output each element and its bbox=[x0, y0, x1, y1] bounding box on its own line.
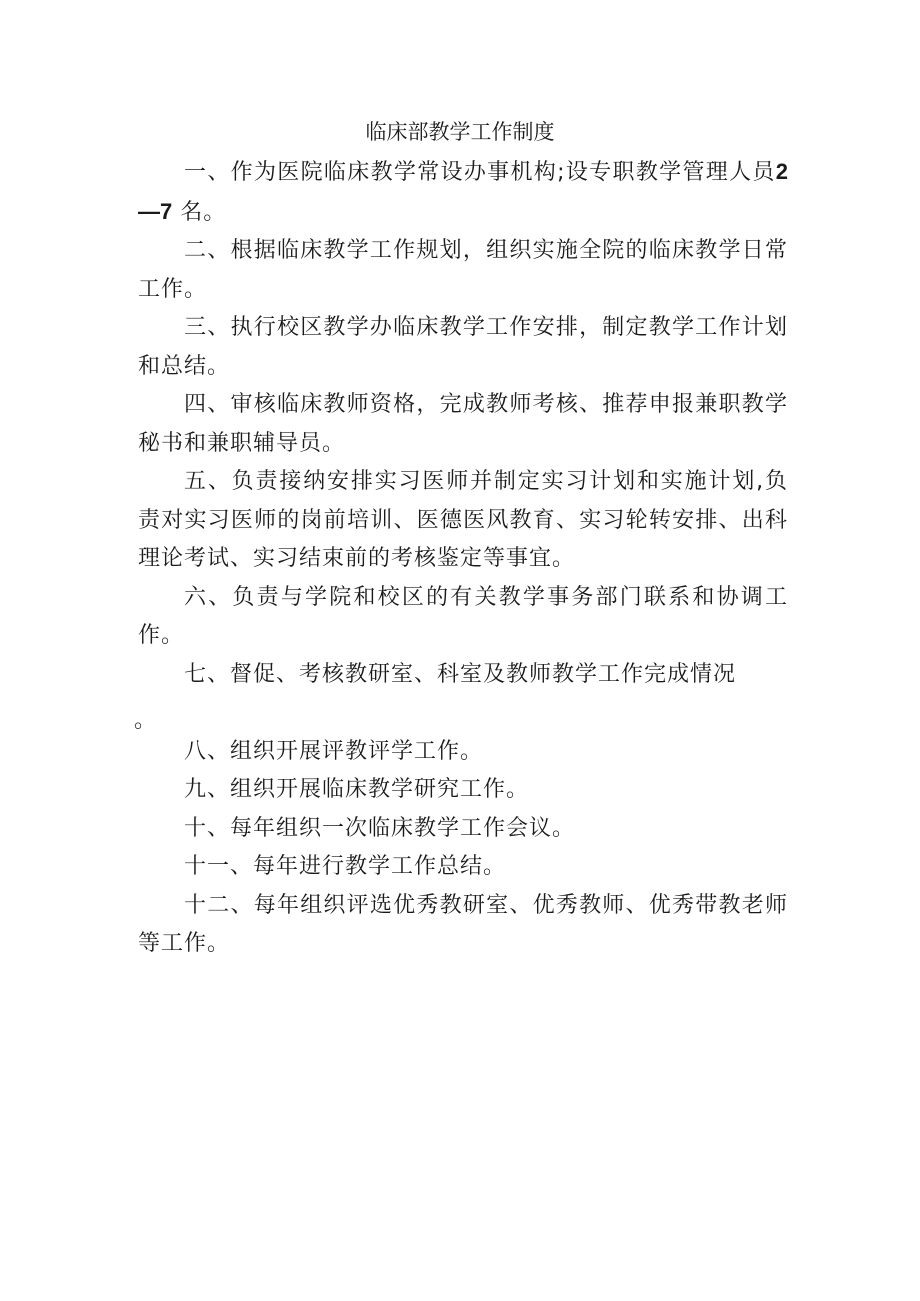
paragraph-item-5: 五、负责接纳安排实习医师并制定实习计划和实施计划,负责对实习医师的岗前培训、医德医风教育、实习轮转安排、出科理论考试、实习结束前的考核鉴定等事宜。 bbox=[138, 469, 788, 571]
paragraph-item-10: 十、每年组织一次临床教学工作会议。 bbox=[184, 815, 576, 841]
paragraph-item-3: 三、执行校区教学办临床教学工作安排，制定教学工作计划和总结。 bbox=[138, 315, 788, 379]
paragraph-item-12: 十二、每年组织评选优秀教研室、优秀教师、优秀带教老师等工作。 bbox=[138, 892, 788, 956]
paragraph-item-6: 六、负责与学院和校区的有关教学事务部门联系和协调工作。 bbox=[138, 584, 788, 648]
paragraph-item-1 bbox=[138, 153, 788, 232]
paragraph-item-7: 七、督促、考核教研室、科室及教师教学工作完成情况 bbox=[184, 661, 737, 687]
document-body bbox=[134, 153, 788, 964]
paragraph-item-9: 九、组织开展临床教学研究工作。 bbox=[184, 777, 530, 802]
paragraph-item-2: 二、根据临床教学工作规划，组织实施全院的临床教学日常工作。 bbox=[138, 238, 788, 302]
item-1-text: 一、作为医院临床教学常设办事机构;设专职教学管理人员 bbox=[184, 160, 776, 185]
page-title: 临床部教学工作制度 bbox=[365, 120, 555, 144]
paragraph-item-7-end bbox=[134, 694, 788, 733]
stray-period: 。 bbox=[134, 708, 158, 733]
item-1-suffix: 名。 bbox=[172, 199, 227, 225]
paragraph-item-11: 十一、每年进行教学工作总结。 bbox=[184, 854, 507, 879]
item-1-number: 2—7 bbox=[138, 159, 788, 224]
paragraph-item-4: 四、审核临床教师资格，完成教师考核、推荐申报兼职教学秘书和兼职辅导员。 bbox=[138, 392, 788, 456]
paragraph-item-8: 八、组织开展评教评学工作。 bbox=[184, 738, 484, 764]
